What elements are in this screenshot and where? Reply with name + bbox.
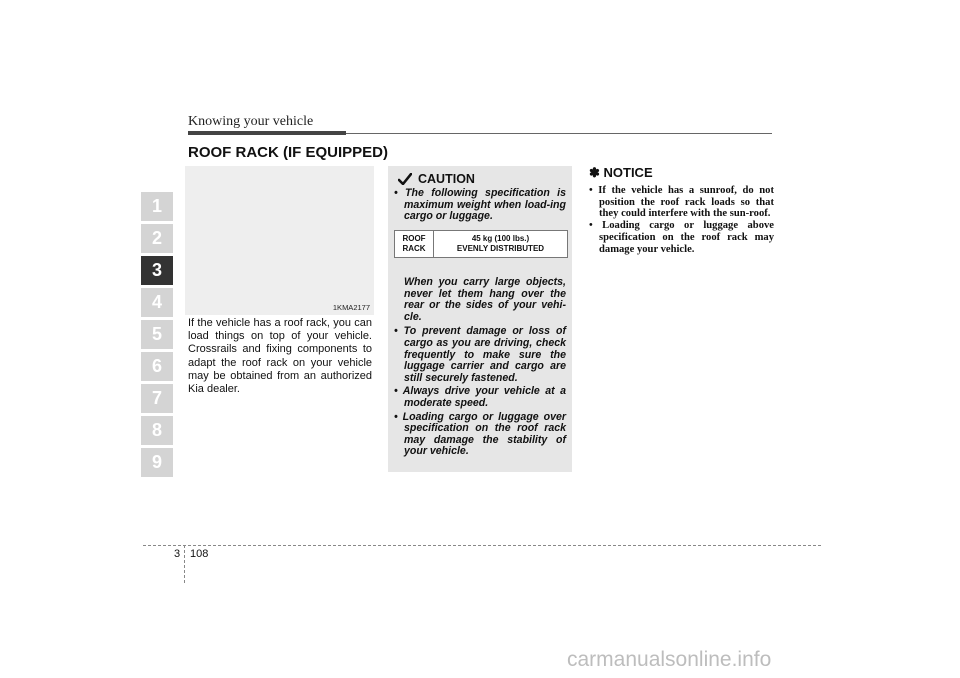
image-code: 1KMA2177	[332, 303, 370, 312]
notice-section	[589, 165, 774, 255]
footer-rule	[143, 545, 821, 546]
watermark: carmanualsonline.info	[567, 648, 772, 671]
footer-page-number: 108	[190, 548, 209, 560]
spec-value-cell	[434, 231, 568, 258]
notice-title: ✽ NOTICE	[589, 165, 653, 180]
header-rule	[346, 133, 772, 134]
spec-value-line: EVENLY DISTRIBUTED	[456, 244, 545, 253]
section-body-text: If the vehicle has a roof rack, you can load things on top of your vehicle. Crossrails and fixing components to adapt the roof rack on your vehicle may be obtained from an authorized Kia dealer.	[188, 317, 372, 396]
caution-header	[398, 172, 475, 186]
spec-label-line: ROOF	[402, 234, 426, 243]
notice-item: • Loading cargo or luggage above specification on the roof rack may damage your vehicle.	[589, 220, 774, 255]
check-icon	[398, 173, 412, 185]
caution-list-bottom	[394, 277, 566, 460]
chapter-tab-8[interactable]: 8	[141, 416, 173, 445]
chapter-tab-6[interactable]: 6	[141, 352, 173, 381]
caution-list-top	[394, 188, 566, 225]
footer-chapter-number: 3	[174, 548, 181, 560]
chapter-tab-5[interactable]: 5	[141, 320, 173, 349]
spec-value-line: 45 kg (100 lbs.)	[471, 234, 530, 243]
chapter-tab-2[interactable]: 2	[141, 224, 173, 253]
caution-continuation: When you carry large objects, never let them hang over the rear or the sides of your vehi-cle.	[404, 276, 566, 323]
chapter-tab-3-active[interactable]: 3	[141, 256, 173, 285]
caution-item: • Always drive your vehicle at a moderate speed.	[394, 385, 566, 409]
caution-title: CAUTION	[418, 172, 475, 186]
notice-item: • If the vehicle has a sunroof, do not position the roof rack loads so that they could interfere with the sun-roof.	[589, 185, 774, 220]
chapter-tab-4[interactable]: 4	[141, 288, 173, 317]
spec-label-cell	[395, 231, 434, 258]
chapter-tab-7[interactable]: 7	[141, 384, 173, 413]
chapter-tabs	[141, 192, 173, 480]
header-title: Knowing your vehicle	[188, 114, 314, 129]
caution-box	[388, 166, 572, 472]
spec-table	[394, 230, 568, 258]
table-row	[395, 231, 568, 258]
spec-label-line: RACK	[402, 244, 426, 253]
section-title: ROOF RACK (IF EQUIPPED)	[188, 144, 389, 161]
chapter-tab-1[interactable]: 1	[141, 192, 173, 221]
footer-divider	[184, 545, 185, 583]
chapter-tab-9[interactable]: 9	[141, 448, 173, 477]
roof-rack-illustration	[185, 166, 374, 315]
caution-item: • Loading cargo or luggage over specification on the roof rack may damage the stability of your vehicle.	[394, 410, 566, 458]
caution-item: • The following specification is maximum weight when load-ing cargo or luggage.	[394, 187, 566, 223]
header-accent-bar	[188, 131, 346, 135]
caution-item: • To prevent damage or loss of cargo as you are driving, check frequently to make sure the luggage carrier and cargo are still securely fastened.	[394, 325, 566, 384]
